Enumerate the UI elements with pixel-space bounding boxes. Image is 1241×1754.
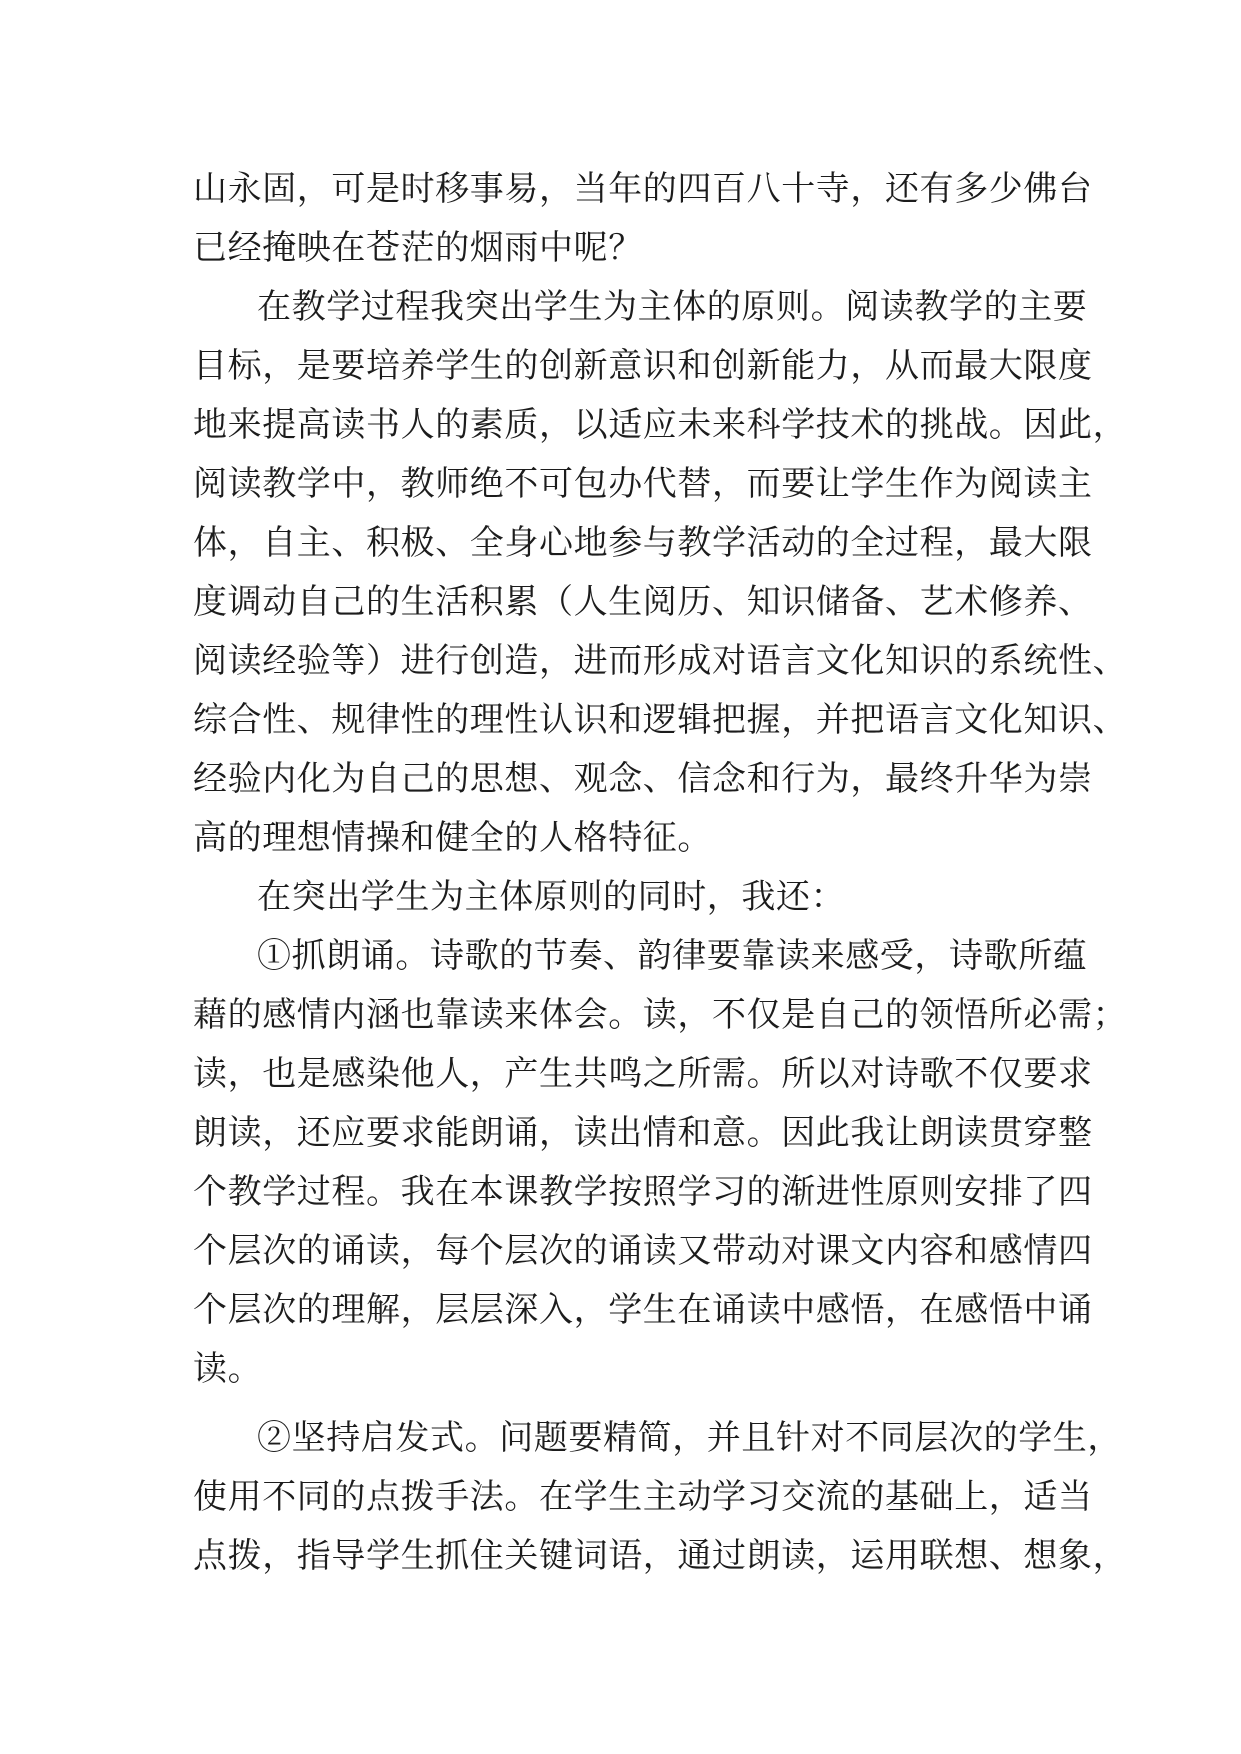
text-line: 阅读经验等）进行创造，进而形成对语言文化知识的系统性、 bbox=[193, 641, 1128, 681]
text-line: 个层次的诵读，每个层次的诵读又带动对课文内容和感情四 bbox=[193, 1231, 1093, 1271]
text-line: 点拨，指导学生抓住关键词语，通过朗读，运用联想、想象， bbox=[193, 1536, 1128, 1576]
text-line: 个层次的理解，层层深入，学生在诵读中感悟，在感悟中诵 bbox=[193, 1290, 1093, 1330]
text-line: 藉的感情内涵也靠读来体会。读，不仅是自己的领悟所必需； bbox=[193, 995, 1128, 1035]
text-line: 经验内化为自己的思想、观念、信念和行为，最终升华为崇 bbox=[193, 759, 1093, 799]
text-line: 阅读教学中，教师绝不可包办代替，而要让学生作为阅读主 bbox=[193, 464, 1093, 504]
text-line: 已经掩映在苍茫的烟雨中呢？ bbox=[193, 228, 643, 268]
text-line: 综合性、规律性的理性认识和逻辑把握，并把语言文化知识、 bbox=[193, 700, 1128, 740]
text-line: 高的理想情操和健全的人格特征。 bbox=[193, 818, 712, 858]
text-line: 地来提高读书人的素质，以适应未来科学技术的挑战。因此， bbox=[193, 405, 1128, 445]
text-line: 个教学过程。我在本课教学按照学习的渐进性原则安排了四 bbox=[193, 1172, 1093, 1212]
text-line: 度调动自己的生活积累（人生阅历、知识储备、艺术修养、 bbox=[193, 582, 1093, 622]
text-line: 读。 bbox=[193, 1349, 263, 1389]
paragraph-start-line: 在突出学生为主体原则的同时，我还： bbox=[257, 877, 846, 917]
text-line: 体，自主、积极、全身心地参与教学活动的全过程，最大限 bbox=[193, 523, 1093, 563]
body-text bbox=[193, 160, 1128, 1586]
text-line: 目标，是要培养学生的创新意识和创新能力，从而最大限度 bbox=[193, 346, 1093, 386]
text-line: 朗读，还应要求能朗诵，读出情和意。因此我让朗读贯穿整 bbox=[193, 1113, 1093, 1153]
text-line: 山永固，可是时移事易，当年的四百八十寺，还有多少佛台 bbox=[193, 169, 1093, 209]
paragraph-start-line: ②坚持启发式。问题要精简，并且针对不同层次的学生， bbox=[257, 1418, 1122, 1458]
text-line: 使用不同的点拨手法。在学生主动学习交流的基础上，适当 bbox=[193, 1477, 1093, 1517]
paragraph-start-line: ①抓朗诵。诗歌的节奏、韵律要靠读来感受，诗歌所蕴 bbox=[257, 936, 1088, 976]
paragraph-start-line: 在教学过程我突出学生为主体的原则。阅读教学的主要 bbox=[257, 287, 1088, 327]
text-line: 读，也是感染他人，产生共鸣之所需。所以对诗歌不仅要求 bbox=[193, 1054, 1093, 1094]
